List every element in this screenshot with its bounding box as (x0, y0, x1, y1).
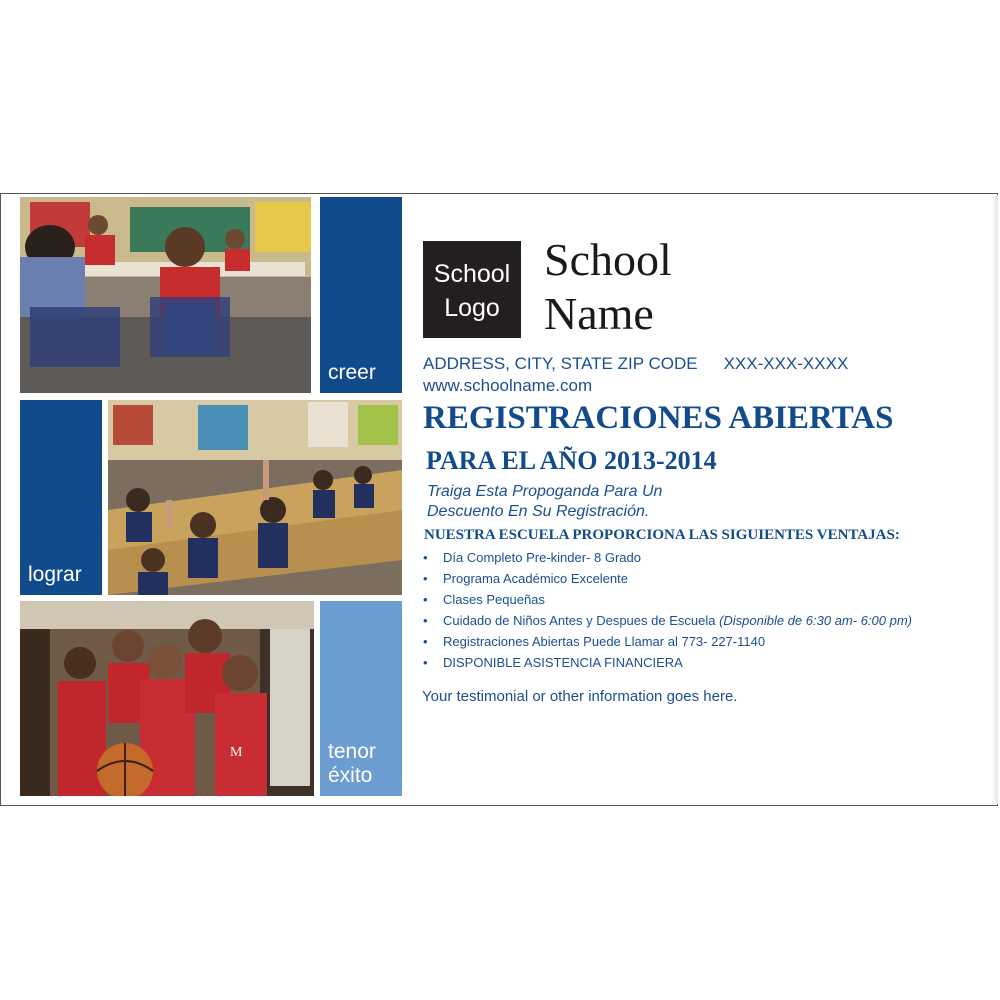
school-logo-line1: School (433, 260, 511, 288)
benefit-note: (Disponible de 6:30 am- 6:00 pm) (719, 613, 912, 628)
tile-lograr (20, 400, 102, 595)
school-name-line2: Name (544, 288, 654, 339)
benefits-heading: NUESTRA ESCUELA PROPORCIONA LAS SIGUIENTES VENTAJAS: (424, 527, 900, 543)
bullet-icon: • (423, 550, 428, 565)
website-link[interactable]: www.schoolname.com (423, 376, 593, 395)
address-text: ADDRESS, CITY, STATE ZIP CODE (423, 354, 698, 373)
benefit-text: DISPONIBLE ASISTENCIA FINANCIERA (443, 655, 683, 670)
bullet-icon: • (423, 655, 428, 670)
school-name-line1: School (544, 234, 672, 285)
benefit-text: Programa Académico Excelente (443, 571, 628, 586)
classroom-photo-2 (108, 400, 402, 595)
promo-line2: Descuento En Su Registración. (427, 503, 650, 520)
list-item (423, 568, 912, 589)
list-item (423, 610, 912, 631)
list-item (423, 652, 912, 673)
list-item (423, 547, 912, 568)
tile-tenor-exito-label (328, 740, 376, 788)
school-logo-line2: Logo (444, 294, 500, 322)
benefits-list (423, 547, 912, 673)
phone-text: XXX-XXX-XXXX (723, 354, 849, 373)
classroom-photo-1 (20, 197, 311, 393)
bullet-icon: • (423, 592, 428, 607)
school-name (544, 233, 672, 341)
promo-text (427, 482, 662, 522)
tile-creer (320, 197, 402, 393)
page-edge-shadow (992, 195, 998, 804)
svg-text:M: M (230, 745, 243, 760)
tile-tenor-exito (320, 601, 402, 796)
list-item (423, 589, 912, 610)
benefit-text: Cuidado de Niños Antes y Despues de Escuela (443, 613, 720, 628)
headline-registrations: REGISTRACIONES ABIERTAS (423, 400, 894, 436)
school-logo (423, 241, 521, 338)
bullet-icon: • (423, 613, 428, 628)
contact-line (423, 354, 848, 374)
tile-lograr-label: lograr (28, 563, 82, 586)
students-photo-3 (20, 601, 314, 796)
benefit-text: Registraciones Abiertas Puede Llamar al 773- 227-1140 (443, 634, 766, 649)
testimonial-text: Your testimonial or other information goes here. (422, 688, 738, 705)
headline-year: PARA EL AÑO 2013-2014 (426, 446, 717, 475)
tile-tenor-line1: tenor (328, 740, 376, 763)
bullet-icon: • (423, 571, 428, 586)
benefit-text: Clases Pequeñas (443, 592, 545, 607)
benefit-text: Día Completo Pre-kinder- 8 Grado (443, 550, 641, 565)
bullet-icon: • (423, 634, 428, 649)
tile-tenor-line2: éxito (328, 764, 373, 787)
promo-line1: Traiga Esta Propoganda Para Un (427, 483, 663, 500)
list-item (423, 631, 912, 652)
tile-creer-label: creer (328, 361, 376, 384)
